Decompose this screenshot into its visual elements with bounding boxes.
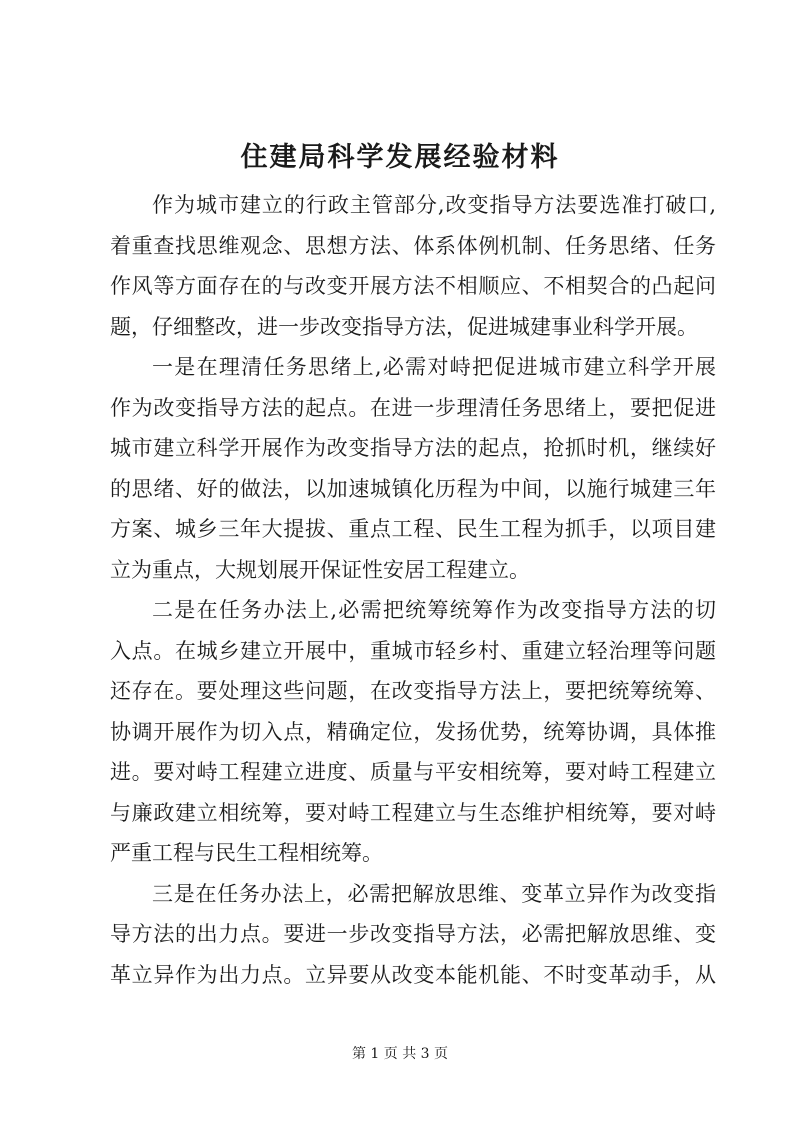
paragraph-3-line-7: 严重工程与民生工程相统筹。 bbox=[110, 841, 383, 865]
page-footer: 第 1 页 共 3 页 bbox=[351, 1046, 449, 1062]
paragraph-2-line-6: 立为重点，大规划展开保证性安居工程建立。 bbox=[110, 557, 530, 582]
paragraph-1-line-3: 作风等方面存在的与改变开展方法不相顺应、不相契合的凸起问 bbox=[110, 274, 716, 298]
paragraph-2-line-5: 方案、城乡三年大提拔、重点工程、民生工程为抓手，以项目建 bbox=[110, 517, 716, 541]
paragraph-2-line-3: 城市建立科学开展作为改变指导方法的起点，抢抓时机，继续好 bbox=[110, 436, 716, 460]
paragraph-2-line-4: 的思绪、好的做法，以加速城镇化历程为中间，以施行城建三年 bbox=[110, 476, 716, 501]
paragraph-2-line-2: 作为改变指导方法的起点。在进一步理清任务思绪上，要把促进 bbox=[110, 395, 716, 420]
document-body bbox=[110, 185, 716, 995]
paragraph-4-line-3: 革立异作为出力点。立异要从改变本能机能、不时变革动手，从 bbox=[110, 962, 716, 987]
paragraph-2-line-1: 一是在理清任务思绪上,必需对峙把促进城市建立科学开展 bbox=[152, 355, 716, 379]
paragraph-3-line-5: 进。要对峙工程建立进度、质量与平安相统筹，要对峙工程建立 bbox=[110, 760, 716, 784]
paragraph-1-line-2: 着重查找思维观念、思想方法、体系体例机制、任务思绪、任务 bbox=[110, 233, 716, 258]
paragraph-3-line-3: 还存在。要处理这些问题，在改变指导方法上，要把统筹统筹、 bbox=[110, 679, 716, 703]
paragraph-4-line-2: 导方法的出力点。要进一步改变指导方法，必需把解放思维、变 bbox=[110, 922, 716, 946]
document-title: 住建局科学发展经验材料 bbox=[240, 142, 560, 173]
paragraph-1-line-4: 题，仔细整改，进一步改变指导方法，促进城建事业科学开展。 bbox=[110, 314, 698, 339]
paragraph-3-line-6: 与廉政建立相统筹，要对峙工程建立与生态维护相统筹，要对峙 bbox=[110, 800, 716, 825]
paragraph-4-line-1: 三是在任务办法上，必需把解放思维、变革立异作为改变指 bbox=[152, 881, 716, 906]
paragraph-1-line-1: 作为城市建立的行政主管部分,改变指导方法要选准打破口, bbox=[152, 193, 716, 217]
paragraph-3-line-1: 二是在任务办法上,必需把统筹统筹作为改变指导方法的切 bbox=[152, 598, 716, 622]
paragraph-3-line-4: 协调开展作为切入点，精确定位，发扬优势，统筹协调，具体推 bbox=[110, 719, 716, 744]
paragraph-3-line-2: 入点。在城乡建立开展中，重城市轻乡村、重建立轻治理等问题 bbox=[110, 638, 716, 663]
